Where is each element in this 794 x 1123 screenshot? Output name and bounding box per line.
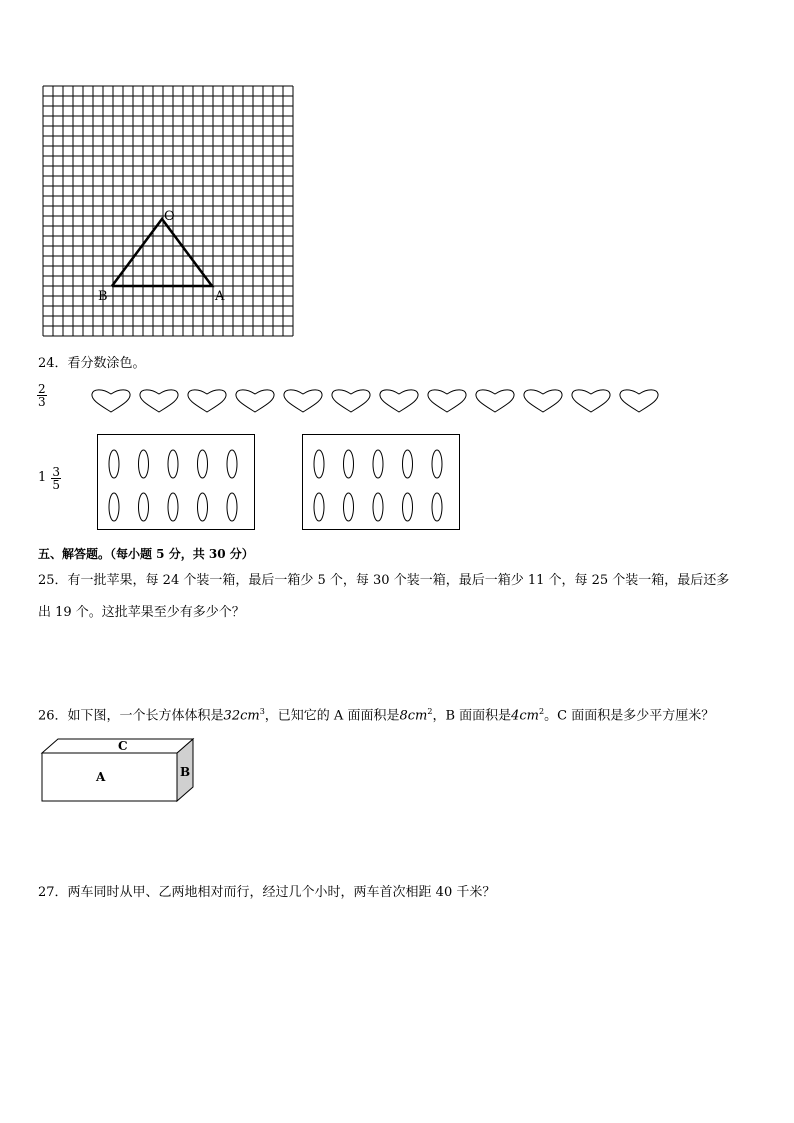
q26-unit-a: cm [407, 708, 428, 724]
q26-area-b: 4 [511, 708, 520, 724]
section5-title: 五、解答题。（每小题 5 分，共 30 分） [38, 547, 254, 561]
label-b: B [98, 289, 108, 304]
oval-shape[interactable] [403, 493, 413, 521]
frac-whole: 1 [38, 470, 47, 485]
oval-shape[interactable] [373, 450, 383, 478]
q26-square-b: 2 [539, 707, 545, 716]
oval-shape[interactable] [227, 450, 237, 478]
heart-shape[interactable] [236, 390, 274, 412]
q26-text [38, 702, 714, 726]
oval-shape[interactable] [403, 450, 413, 478]
oval-shape[interactable] [109, 450, 119, 478]
q26-unit-b: cm [519, 708, 540, 724]
heart-shape[interactable] [140, 390, 178, 412]
q26-prefix: 26．如下图，一个长方体体积是 [38, 708, 224, 724]
cuboid-figure [40, 737, 196, 805]
heart-shape[interactable] [332, 390, 370, 412]
oval-shape[interactable] [373, 493, 383, 521]
q24-text: 24．看分数涂色。 [38, 356, 146, 371]
q25-line1: 25．有一批苹果，每 24 个装一箱，最后一箱少 5 个，每 30 个装一箱，最后一箱少 11 个，每 25 个装一箱，最后还多 [38, 573, 730, 588]
label-face-b: B [180, 765, 191, 779]
mixed-fraction [38, 466, 61, 493]
label-face-c: C [118, 739, 128, 753]
oval-shape[interactable] [198, 450, 208, 478]
oval-shape[interactable] [139, 450, 149, 478]
q26-suffix: 。C 面面积是多少平方厘米？ [544, 708, 715, 724]
heart-shape[interactable] [380, 390, 418, 412]
oval-shape[interactable] [314, 450, 324, 478]
heart-shape[interactable] [620, 390, 658, 412]
heart-shape[interactable] [428, 390, 466, 412]
oval-shape[interactable] [432, 450, 442, 478]
frac-num: 2 [38, 382, 46, 396]
heart-shape[interactable] [92, 390, 130, 412]
oval-shape[interactable] [168, 450, 178, 478]
heart-shape[interactable] [524, 390, 562, 412]
q26-volume: 32 [223, 708, 241, 724]
hearts-row [88, 388, 663, 416]
frac-den: 3 [38, 395, 46, 409]
q25-line2: 出 19 个。这批苹果至少有多少个？ [38, 605, 245, 620]
oval-shape[interactable] [344, 493, 354, 521]
grid-figure [40, 84, 300, 340]
q26-mid1: ，已知它的 A 面面积是 [264, 708, 400, 724]
frac2 [51, 466, 61, 491]
label-o: O [164, 209, 175, 224]
frac2-num: 3 [52, 465, 61, 479]
label-face-a: A [96, 770, 106, 784]
oval-shape[interactable] [227, 493, 237, 521]
q26-square-a: 2 [427, 707, 433, 716]
oval-shape[interactable] [314, 493, 324, 521]
q26-cube: 3 [259, 707, 265, 716]
heart-shape[interactable] [284, 390, 322, 412]
heart-shape[interactable] [476, 390, 514, 412]
q27-text: 27．两车同时从甲、乙两地相对而行，经过几个小时，两车首次相距 40 千米？ [38, 885, 496, 900]
oval-shape[interactable] [168, 493, 178, 521]
q26-unit: cm [240, 708, 260, 724]
label-a: A [215, 289, 225, 304]
fraction-two-thirds [37, 383, 47, 408]
oval-shape[interactable] [109, 493, 119, 521]
frac2-den: 5 [52, 478, 61, 492]
oval-box-1 [97, 434, 255, 530]
heart-shape[interactable] [188, 390, 226, 412]
face-a [42, 753, 177, 801]
q26-mid2: ，B 面面积是 [432, 708, 512, 724]
oval-shape[interactable] [344, 450, 354, 478]
oval-shape[interactable] [432, 493, 442, 521]
q26-area-a: 8 [399, 708, 408, 724]
oval-shape[interactable] [198, 493, 208, 521]
oval-shape[interactable] [139, 493, 149, 521]
oval-box-2 [302, 434, 460, 530]
heart-shape[interactable] [572, 390, 610, 412]
